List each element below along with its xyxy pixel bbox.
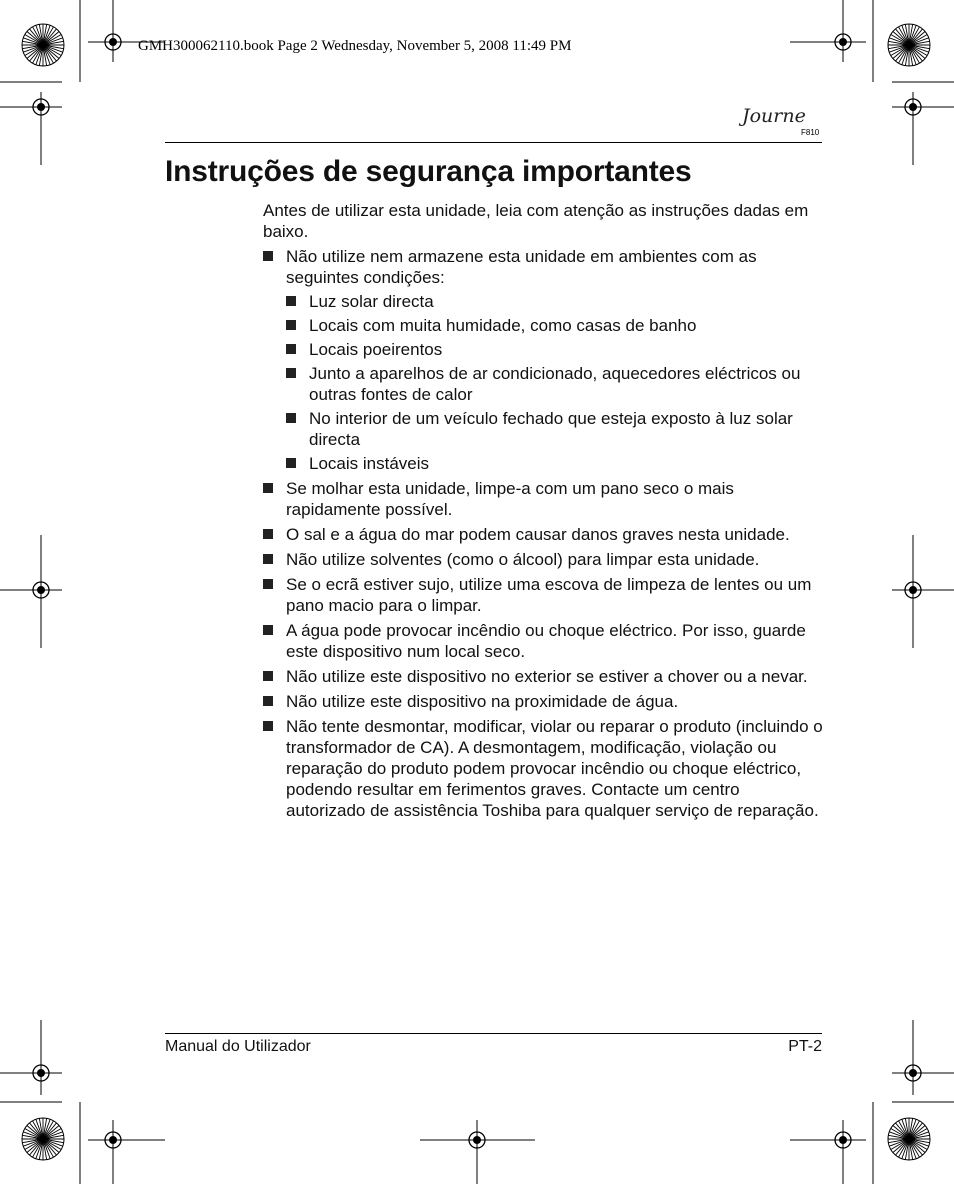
sub-list-item-text: Locais com muita humidade, como casas de banho [309,316,697,335]
list-item-text: Não utilize este dispositivo no exterior se estiver a chover ou a nevar. [286,667,808,686]
sub-list-item [286,315,823,336]
sub-list-item [286,453,823,474]
registration-target-icon [829,1126,857,1154]
square-bullet-icon [263,529,273,539]
square-bullet-icon [286,458,296,468]
sub-list [286,291,823,474]
footer-rule [165,1033,822,1034]
starburst-mark-icon [888,1118,930,1160]
list-item [263,574,823,616]
square-bullet-icon [263,721,273,731]
square-bullet-icon [263,483,273,493]
square-bullet-icon [263,625,273,635]
registration-target-icon [899,1059,927,1087]
registration-target-icon [829,28,857,56]
list-item [263,246,823,474]
list-item-text: Não utilize este dispositivo na proximidade de água. [286,692,679,711]
sub-list-item [286,408,823,450]
sub-list-item-text: Junto a aparelhos de ar condicionado, aquecedores eléctricos ou outras fontes de calor [309,364,801,404]
list-item-text: Se molhar esta unidade, limpe-a com um pano seco o mais rapidamente possível. [286,479,734,519]
list-item-text: A água pode provocar incêndio ou choque eléctrico. Por isso, guarde este dispositivo num local seco. [286,621,806,661]
intro-paragraph: Antes de utilizar esta unidade, leia com atenção as instruções dadas em baixo. [263,201,809,241]
list-item [263,691,823,712]
square-bullet-icon [263,696,273,706]
footer-manual-title: Manual do Utilizador [165,1038,311,1055]
registration-target-icon [99,1126,127,1154]
sub-list-item-text: Luz solar directa [309,292,434,311]
list-item [263,666,823,687]
square-bullet-icon [286,296,296,306]
square-bullet-icon [263,579,273,589]
sub-list-item [286,291,823,312]
starburst-mark-icon [22,24,64,66]
list-item-text: Não utilize nem armazene esta unidade em ambientes com as seguintes condições: [286,247,757,287]
list-item [263,716,823,821]
registration-target-icon [27,1059,55,1087]
sub-list-item-text: Locais instáveis [309,454,430,473]
registration-target-icon [27,576,55,604]
registration-target-icon [899,93,927,121]
registration-target-icon [899,576,927,604]
square-bullet-icon [263,554,273,564]
square-bullet-icon [286,368,296,378]
registration-target-icon [463,1126,491,1154]
list-item [263,620,823,662]
sub-list-item-text: No interior de um veículo fechado que esteja exposto à luz solar directa [309,409,793,449]
list-item [263,478,823,520]
list-item-text: O sal e a água do mar podem causar danos graves nesta unidade. [286,525,790,544]
page-number: PT-2 [788,1038,822,1055]
list-item [263,549,823,570]
sub-list-item [286,363,823,405]
square-bullet-icon [286,344,296,354]
header-rule [165,142,822,143]
content [263,200,823,825]
list-item-text: Não tente desmontar, modificar, violar ou reparar o produto (incluindo o transformador de CA). A desmontagem, modificação, violação ou reparação do produto podem provocar incêndio ou choque eléctrico, podendo resultar em ferimentos graves. Contacte um centro autorizado de assistência Toshiba para qualquer serviço de reparação. [286,717,823,820]
brand-logo: Journe [742,105,806,127]
model-label: F810 [801,128,820,137]
registration-target-icon [27,93,55,121]
registration-target-icon [99,28,127,56]
page-title: Instruções de segurança importantes [165,155,692,188]
sub-list-item-text: Locais poeirentos [309,340,443,359]
starburst-mark-icon [888,24,930,66]
square-bullet-icon [263,251,273,261]
list-item [263,524,823,545]
square-bullet-icon [286,320,296,330]
sub-list-item [286,339,823,360]
safety-list [263,246,823,821]
square-bullet-icon [263,671,273,681]
list-item-text: Se o ecrã estiver sujo, utilize uma escova de limpeza de lentes ou um pano macio para o limpar. [286,575,812,615]
square-bullet-icon [286,413,296,423]
starburst-mark-icon [22,1118,64,1160]
list-item-text: Não utilize solventes (como o álcool) para limpar esta unidade. [286,550,760,569]
print-header: GMH300062110.book Page 2 Wednesday, November 5, 2008 11:49 PM [138,38,572,54]
